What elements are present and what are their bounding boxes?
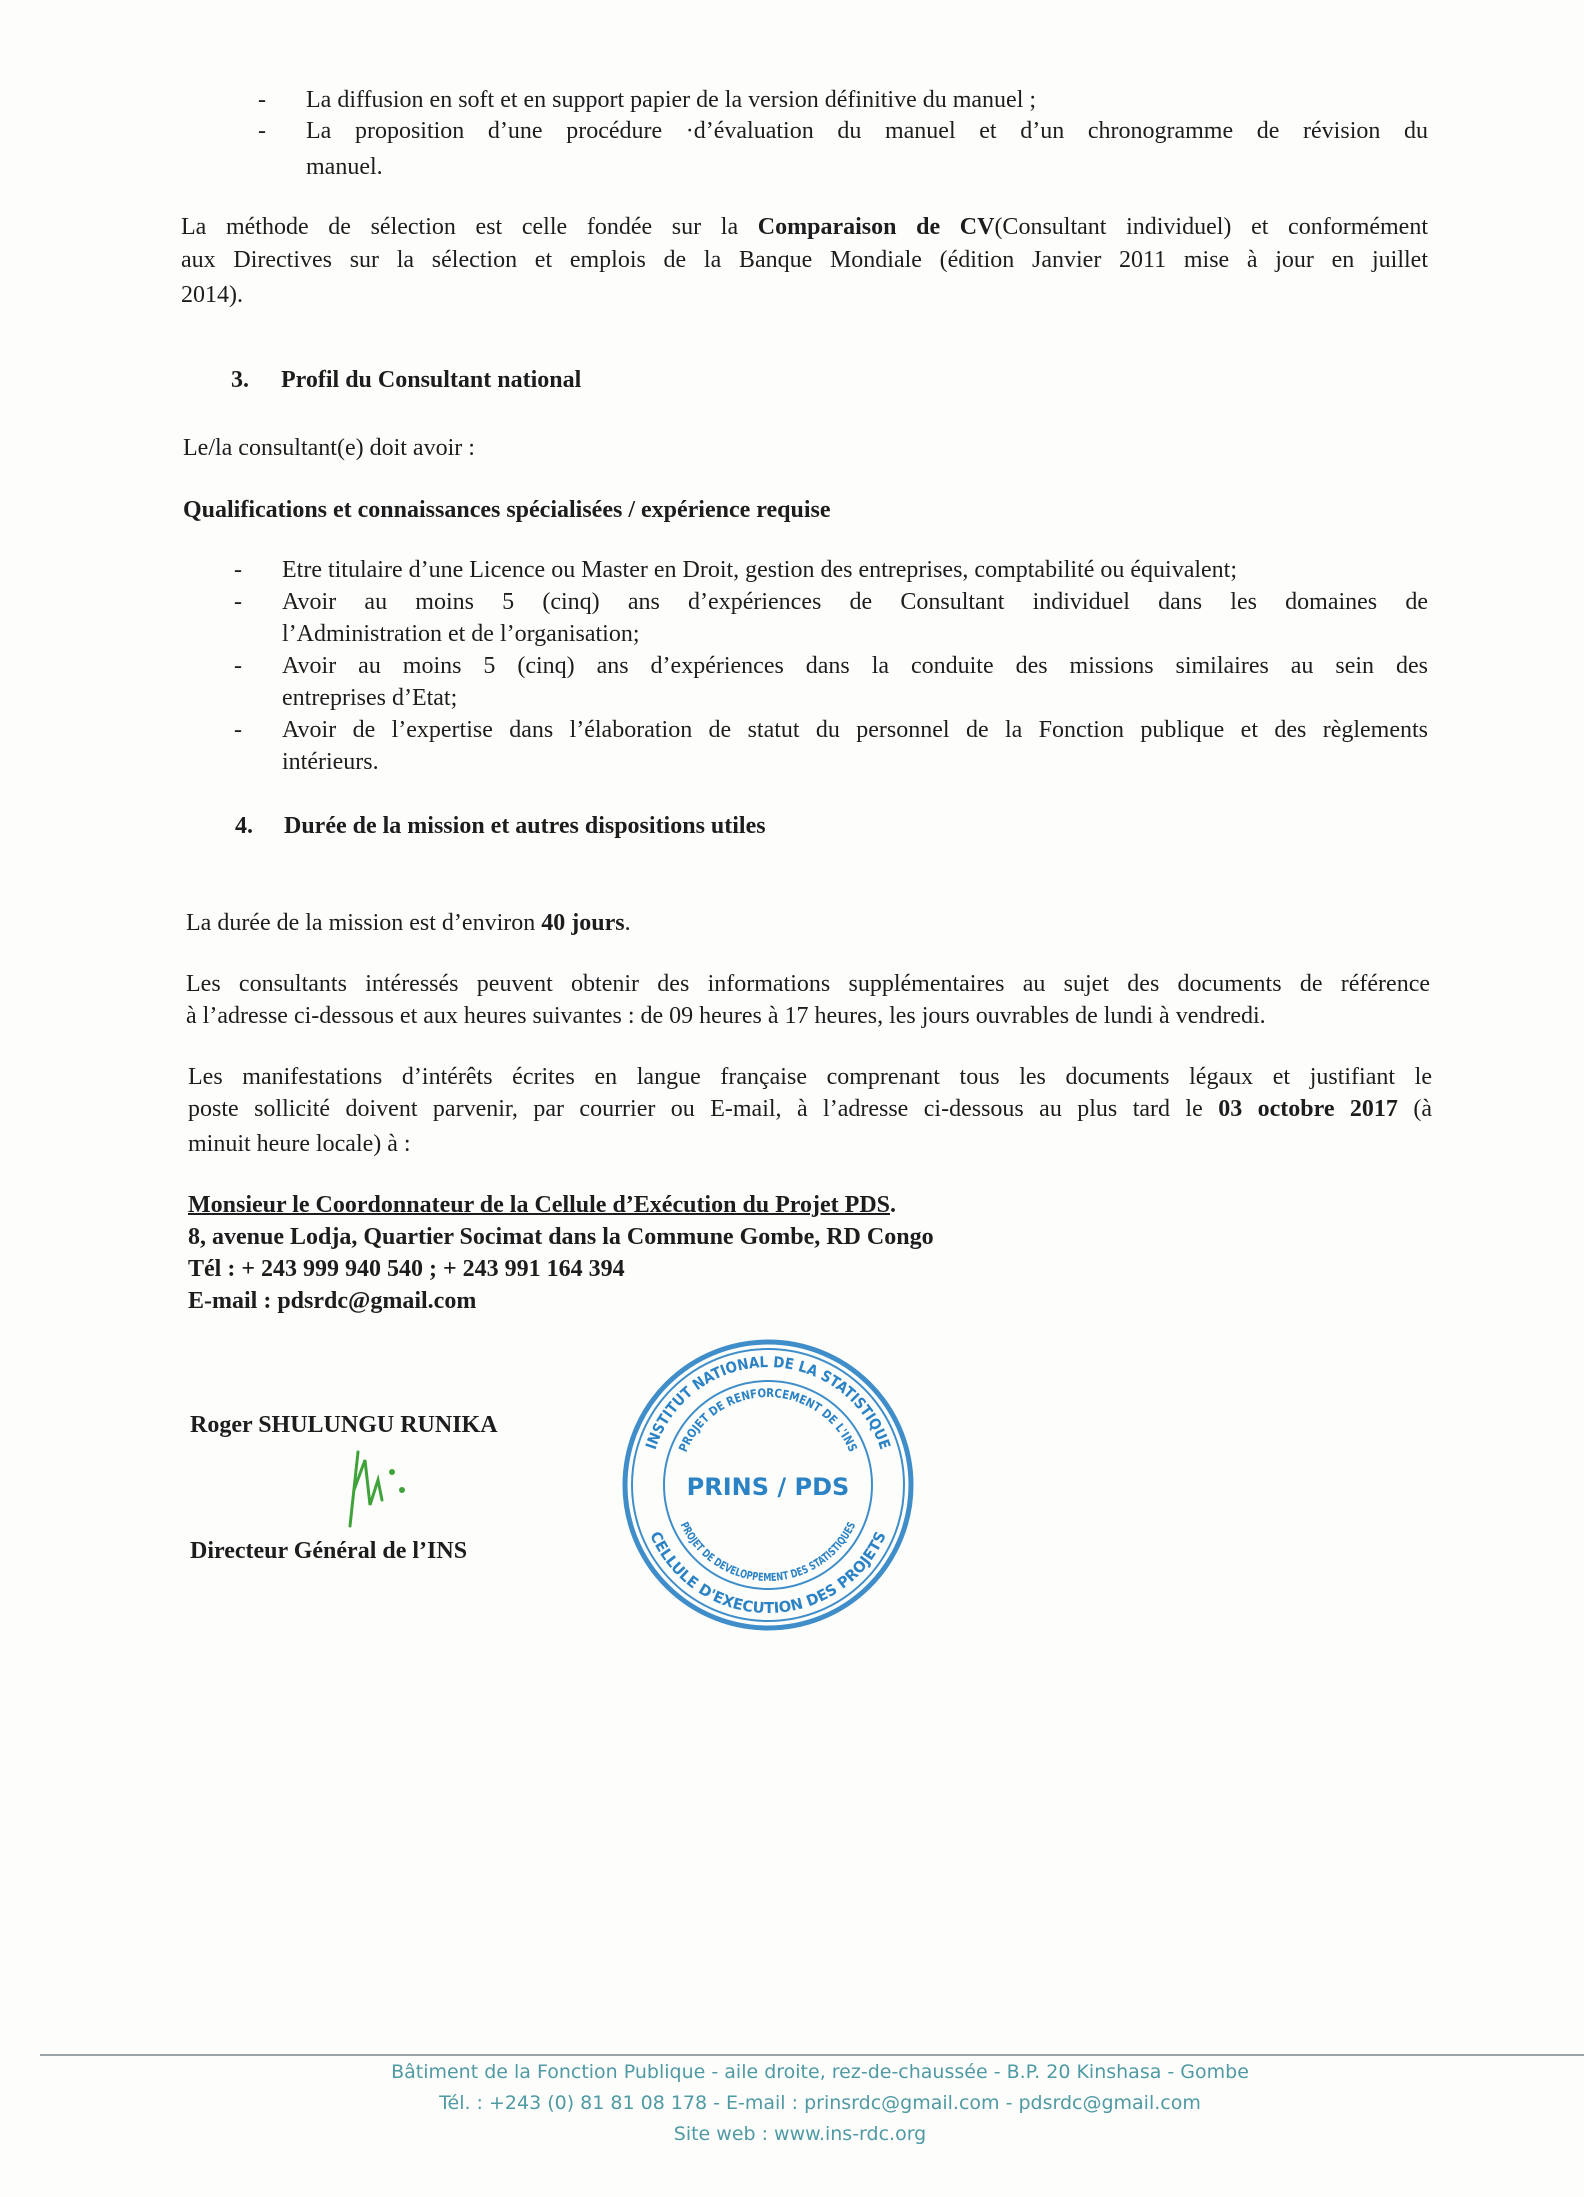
text: poste sollicité doivent parvenir, par courrier ou E-mail, à l’adresse ci-dessous au plus tard le (188, 1096, 1219, 1122)
submission-line: Les manifestations d’intérêts écrites en langue française comprenant tous les documents légaux et justifiant le (188, 1064, 1432, 1090)
text: (à (1397, 1096, 1432, 1122)
official-stamp (610, 1335, 930, 1635)
info-line: à l’adresse ci-dessous et aux heures suivantes : de 09 heures à 17 heures, les jours ouvrables de lundi à vendredi. (186, 1003, 1266, 1029)
signatory-title: Directeur Général de l’INS (190, 1538, 468, 1564)
recipient (188, 1191, 896, 1219)
bullet-dash: - (234, 557, 242, 583)
email: E-mail : pdsrdc@gmail.com (188, 1288, 477, 1314)
text: . (890, 1192, 896, 1218)
bold-text: 40 jours (541, 910, 625, 936)
method-line: 2014). (181, 282, 243, 308)
stamp-inner-top: PROJET DE RENFORCEMENT DE L'INS (675, 1385, 861, 1456)
qual-item: Avoir au moins 5 (cinq) ans d’expériences dans la conduite des missions similaires au sein des (282, 653, 1428, 679)
section-title: Durée de la mission et autres dispositions utiles (284, 813, 766, 839)
stamp-center: PRINS / PDS (686, 1473, 850, 1501)
stamp-outer-bottom: CELLULE D'EXECUTION DES PROJETS (646, 1528, 890, 1618)
signature (330, 1450, 450, 1530)
subheading: Qualifications et connaissances spécialisées / expérience requise (183, 497, 831, 523)
stamp-outer-top: INSTITUT NATIONAL DE LA STATISTIQUE (641, 1352, 895, 1453)
method-line (181, 213, 1428, 241)
text: La méthode de sélection est celle fondée sur la (181, 214, 758, 240)
bullet-dash: - (234, 589, 242, 615)
bullet-dash: - (234, 717, 242, 743)
section-number: 3. (231, 367, 249, 393)
text: (Consultant individuel) et conformément (994, 214, 1429, 240)
signatory-name: Roger SHULUNGU RUNIKA (190, 1412, 498, 1438)
bullet-dash: - (258, 87, 266, 113)
footer-website: Site web : www.ins-rdc.org (673, 2123, 927, 2145)
stamp-inner-bottom: PROJET DE DEVELOPPEMENT DES STATISTIQUES (677, 1518, 860, 1585)
qual-item-cont: intérieurs. (282, 749, 379, 775)
intro-bullet: La proposition d’une procédure ·d’évaluation du manuel et d’un chronogramme de révision du (306, 118, 1428, 144)
qual-item-cont: entreprises d’Etat; (282, 685, 458, 711)
submission-line: minuit heure locale) à : (188, 1131, 411, 1157)
footer-address: Bâtiment de la Fonction Publique - aile droite, rez-de-chaussée - B.P. 20 Kinshasa - Gombe (391, 2061, 1249, 2083)
text: . (624, 910, 631, 936)
text: La durée de la mission est d’environ (186, 910, 542, 936)
recipient-name: Monsieur le Coordonnateur de la Cellule d’Exécution du Projet PDS (188, 1192, 890, 1218)
street-address: 8, avenue Lodja, Quartier Socimat dans la Commune Gombe, RD Congo (188, 1224, 934, 1250)
duration-text (186, 909, 631, 937)
qual-item-cont: l’Administration et de l’organisation; (282, 621, 640, 647)
method-line: aux Directives sur la sélection et emplois de la Banque Mondiale (édition Janvier 2011 mise à jour en juillet (181, 247, 1428, 273)
submission-line (188, 1095, 1432, 1123)
svg-text:PROJET DE DEVELOPPEMENT DES ST (678, 1520, 859, 1584)
section-number: 4. (235, 813, 253, 839)
intro-bullet: La diffusion en soft et en support papier de la version définitive du manuel ; (306, 87, 1037, 113)
qual-item: Avoir au moins 5 (cinq) ans d’expériences de Consultant individuel dans les domaines de (282, 589, 1428, 615)
qual-item: Etre titulaire d’une Licence ou Master en Droit, gestion des entreprises, comptabilité ou équivalent; (282, 557, 1238, 583)
bold-text: Comparaison de CV (757, 214, 995, 240)
svg-text:INSTITUT NATIONAL DE LA STATIS (641, 1352, 895, 1456)
intro-bullet-cont: manuel. (306, 154, 383, 180)
phone: Tél : + 243 999 940 540 ; + 243 991 164 394 (188, 1256, 625, 1282)
footer-contact: Tél. : +243 (0) 81 81 08 178 - E-mail : prinsrdc@gmail.com - pdsrdc@gmail.com (439, 2092, 1201, 2114)
deadline-date: 03 octobre 2017 (1218, 1096, 1398, 1122)
bullet-dash: - (258, 118, 266, 144)
qual-item: Avoir de l’expertise dans l’élaboration de statut du personnel de la Fonction publique et des règlements (282, 717, 1428, 743)
info-line: Les consultants intéressés peuvent obtenir des informations supplémentaires au sujet des documents de référence (186, 971, 1430, 997)
body-text: Le/la consultant(e) doit avoir : (183, 435, 475, 461)
footer-divider (40, 2054, 1584, 2056)
bullet-dash: - (234, 653, 242, 679)
section-title: Profil du Consultant national (281, 367, 582, 393)
svg-text:PROJET DE RENFORCEMENT DE L'IN (676, 1386, 860, 1454)
